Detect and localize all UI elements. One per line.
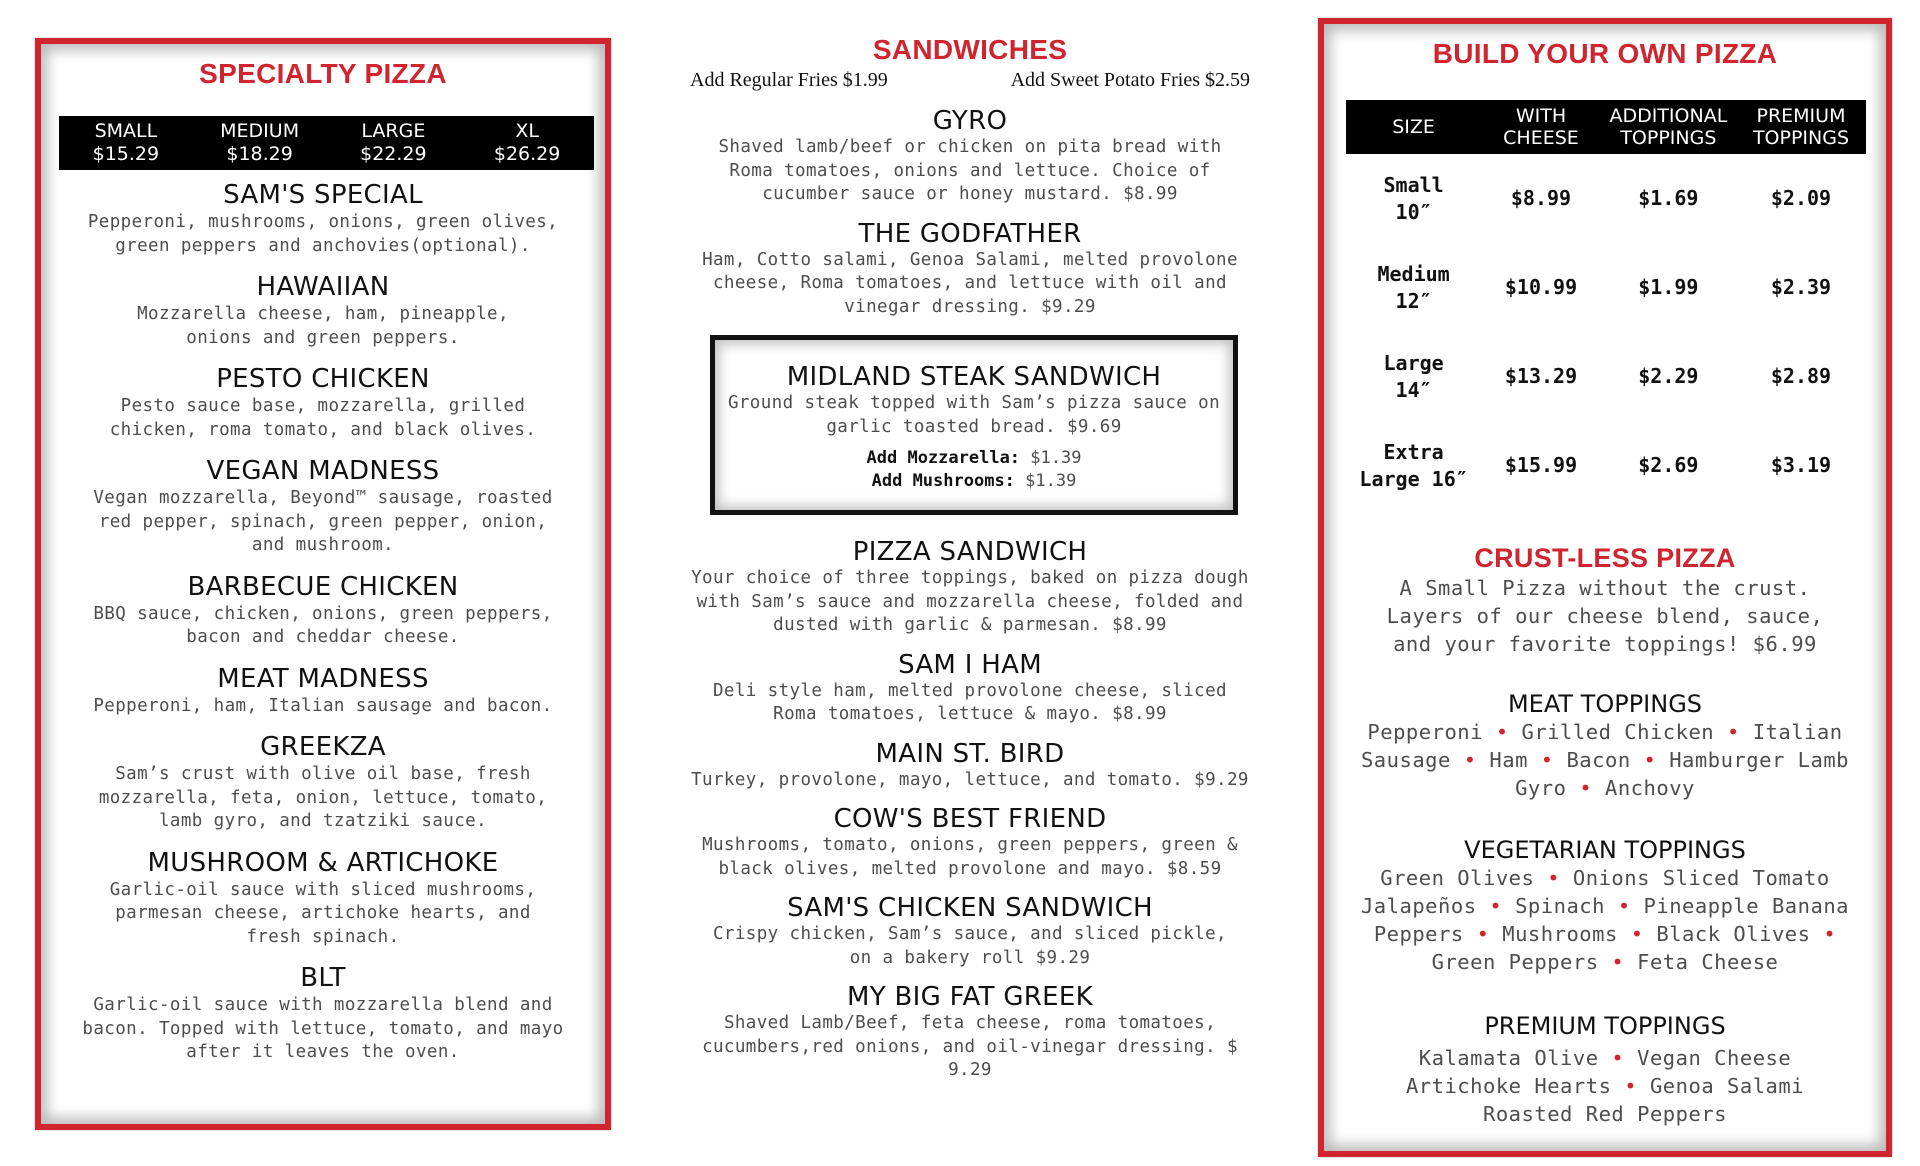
premium-toppings-title: PREMIUM TOPPINGS	[1484, 1012, 1726, 1040]
item-name: PESTO CHICKEN	[216, 364, 430, 394]
addon-price: $1.39	[1025, 471, 1077, 491]
item-description: Garlic-oil sauce with mozzarella blend and bacon. Topped with lettuce, tomato, and mayo after it leaves the oven.	[82, 995, 564, 1062]
bullet-icon: •	[1579, 776, 1593, 800]
cheese-price: $13.29	[1504, 364, 1578, 388]
topping: Pepperoni	[1367, 720, 1483, 744]
size-label: MEDIUM	[220, 120, 300, 142]
size-small	[59, 116, 193, 170]
topping: Green Peppers	[1431, 950, 1599, 974]
topping: Ham	[1489, 748, 1528, 772]
menu-item	[680, 537, 1260, 638]
menu-item	[680, 804, 1260, 881]
byo-title: BUILD YOUR OWN PIZZA	[1432, 38, 1778, 69]
meat-toppings-list	[1324, 718, 1886, 802]
item-description: Deli style ham, melted provolone cheese, sliced Roma tomatoes, lettuce & mayo. $8.99	[713, 680, 1227, 724]
item-name: MAIN ST. BIRD	[875, 738, 1065, 769]
topping: Kalamata Olive	[1418, 1046, 1599, 1070]
topping: Anchovy	[1605, 776, 1695, 800]
table-row	[1346, 154, 1866, 243]
size-cell	[1346, 243, 1481, 332]
bullet-icon: •	[1630, 922, 1644, 946]
menu-item	[680, 893, 1260, 970]
featured-name: MIDLAND STEAK SANDWICH	[786, 362, 1162, 392]
topping: Black Olives	[1656, 922, 1811, 946]
menu-item	[680, 739, 1260, 793]
topping: Artichoke Hearts	[1405, 1074, 1612, 1098]
size-inches: 12″	[1395, 288, 1432, 313]
additional-price: $1.99	[1638, 275, 1699, 299]
bullet-icon: •	[1495, 720, 1509, 744]
menu-item	[41, 664, 605, 719]
addon-mozzarella	[715, 447, 1233, 470]
featured-description: Ground steak topped with Sam’s pizza sauce on garlic toasted bread. $9.69	[727, 393, 1221, 437]
bullet-icon: •	[1643, 748, 1657, 772]
item-name: VEGAN MADNESS	[206, 456, 440, 486]
item-description: Ham, Cotto salami, Genoa Salami, melted provolone cheese, Roma tomatoes, and lettuce with oil and vinegar dressing. $9.29	[702, 249, 1238, 317]
item-description: Mushrooms, tomato, onions, green peppers, green & black olives, melted provolone and mayo. $8.59	[702, 835, 1238, 879]
crustless-and-toppings	[1324, 529, 1886, 1128]
item-description: Pesto sauce base, mozzarella, grilled chicken, roma tomato, and black olives.	[109, 396, 537, 440]
topping: Banana Peppers	[1373, 894, 1850, 946]
bullet-icon: •	[1611, 1046, 1625, 1070]
item-name: COW'S BEST FRIEND	[833, 804, 1107, 834]
size-cell	[1346, 332, 1481, 421]
size-price: $15.29	[92, 143, 160, 165]
item-name: MUSHROOM & ARTICHOKE	[147, 847, 499, 878]
item-name: GYRO	[932, 106, 1008, 136]
bullet-icon: •	[1463, 748, 1477, 772]
additional-price: $1.69	[1638, 186, 1699, 210]
topping: Feta Cheese	[1637, 950, 1779, 974]
item-description: Sam’s crust with olive oil base, fresh mozzarella, feta, onion, lettuce, tomato, lamb gyro, and tzatziki sauce.	[98, 764, 548, 831]
regular-fries: Add Regular Fries $1.99	[690, 69, 888, 91]
item-name: HAWAIIAN	[256, 272, 390, 302]
item-description: Turkey, provolone, mayo, lettuce, and tomato. $9.29	[691, 769, 1249, 790]
addon-mushrooms	[715, 470, 1233, 493]
sweet-potato-fries: Add Sweet Potato Fries $2.59	[1010, 69, 1250, 91]
column-header: SIZE	[1346, 100, 1481, 154]
vegetarian-toppings-list	[1324, 864, 1886, 976]
sandwiches-column	[680, 30, 1260, 1140]
item-description: Your choice of three toppings, baked on pizza dough with Sam’s sauce and mozzarella cheese, folded and dusted with garlic & parmesan. $8.99	[691, 568, 1249, 635]
table-row	[1346, 332, 1866, 421]
bullet-icon: •	[1489, 894, 1503, 918]
premium-price: $2.89	[1770, 364, 1832, 388]
topping: Green Olives	[1380, 866, 1535, 890]
topping: Lamb Gyro	[1515, 748, 1850, 800]
menu-item	[41, 456, 605, 558]
bullet-icon: •	[1476, 922, 1490, 946]
item-name: SAM'S SPECIAL	[223, 180, 423, 210]
table-header-row	[1346, 100, 1866, 154]
item-description: Shaved lamb/beef or chicken on pita bread with Roma tomatoes, onions and lettuce. Choice of cucumber sauce or honey mustard. $8.99	[718, 137, 1222, 204]
item-description: Pepperoni, ham, Italian sausage and bacon.	[93, 695, 553, 716]
menu-item	[680, 982, 1260, 1083]
column-header: PREMIUM TOPPINGS	[1736, 100, 1866, 154]
featured-sandwich-box	[710, 335, 1238, 515]
menu-item	[41, 180, 605, 258]
bullet-icon: •	[1547, 866, 1561, 890]
size-cell	[1346, 421, 1481, 510]
size-large	[327, 116, 461, 170]
topping: Pineapple	[1643, 894, 1760, 918]
vegetarian-toppings-title: VEGETARIAN TOPPINGS	[1464, 836, 1746, 864]
item-description: Crispy chicken, Sam’s sauce, and sliced pickle, on a bakery roll $9.29	[713, 924, 1227, 968]
size-name: Small	[1383, 172, 1444, 197]
item-name: GREEKZA	[260, 732, 386, 762]
menu-item	[41, 732, 605, 834]
additional-price: $2.69	[1638, 453, 1699, 477]
size-medium	[193, 116, 327, 170]
size-inches: Large 16″	[1359, 466, 1468, 491]
topping: Italian Sausage	[1360, 720, 1843, 772]
menu-item	[680, 106, 1260, 207]
bullet-icon: •	[1727, 720, 1740, 744]
table-row	[1346, 421, 1866, 510]
column-header: ADDITIONAL TOPPINGS	[1601, 100, 1736, 154]
menu-item	[41, 364, 605, 442]
meat-toppings-title: MEAT TOPPINGS	[1507, 690, 1703, 718]
menu-item	[41, 272, 605, 350]
premium-price: $2.09	[1770, 186, 1832, 210]
bullet-icon: •	[1823, 922, 1837, 946]
topping: Roasted Red Peppers	[1483, 1102, 1727, 1126]
item-description: Pepperoni, mushrooms, onions, green olives, green peppers and anchovies(optional).	[87, 212, 559, 256]
premium-price: $2.39	[1770, 275, 1832, 299]
premium-toppings-list	[1324, 1044, 1886, 1128]
topping: Jalapeños	[1360, 894, 1477, 918]
item-name: THE GODFATHER	[858, 218, 1082, 249]
item-description: Shaved Lamb/Beef, feta cheese, roma tomatoes, cucumbers,red onions, and oil-vinegar dressing. $ 9.29	[702, 1013, 1238, 1080]
topping: Onions Sliced Tomato	[1572, 866, 1830, 890]
cheese-price: $8.99	[1510, 186, 1572, 210]
size-price: $18.29	[226, 143, 293, 165]
menu-item	[680, 219, 1260, 320]
size-xl	[460, 116, 594, 170]
topping: Hamburger	[1669, 748, 1785, 772]
fries-addons	[680, 69, 1260, 92]
topping: Grilled Chicken	[1521, 720, 1715, 744]
size-label: SMALL	[94, 120, 158, 142]
topping: Bacon	[1566, 748, 1631, 772]
size-inches: 10″	[1395, 199, 1432, 224]
additional-price: $2.29	[1638, 364, 1699, 388]
topping: Spinach	[1515, 894, 1605, 918]
sandwiches-title: SANDWICHES	[872, 34, 1068, 65]
bullet-icon: •	[1617, 894, 1631, 918]
size-name: Medium	[1377, 261, 1450, 286]
size-cell	[1346, 154, 1481, 243]
specialty-pizza-panel	[35, 38, 611, 1130]
addon-price: $1.39	[1030, 448, 1082, 468]
menu-item	[41, 572, 605, 650]
build-your-own-panel	[1318, 18, 1892, 1157]
addon-label: Add Mushrooms:	[871, 471, 1015, 491]
specialty-pizza-list	[41, 180, 605, 1079]
item-description: BBQ sauce, chicken, onions, green peppers, bacon and cheddar cheese.	[93, 603, 553, 647]
size-price-bar	[59, 116, 594, 170]
table-row	[1346, 243, 1866, 332]
item-name: BARBECUE CHICKEN	[187, 571, 459, 602]
bullet-icon: •	[1611, 950, 1625, 974]
item-name: SAM'S CHICKEN SANDWICH	[787, 893, 1153, 923]
size-name: Extra	[1383, 439, 1444, 464]
topping: Vegan Cheese	[1637, 1046, 1792, 1070]
item-name: MEAT MADNESS	[217, 663, 429, 694]
item-description: Vegan mozzarella, Beyond™ sausage, roasted red pepper, spinach, green pepper, onion, and mushroom.	[93, 488, 553, 555]
item-name: PIZZA SANDWICH	[852, 537, 1088, 567]
premium-price: $3.19	[1770, 453, 1832, 477]
size-name: Large	[1383, 350, 1444, 375]
crustless-title: CRUST-LESS PIZZA	[1474, 543, 1736, 573]
byo-price-table	[1346, 100, 1866, 510]
size-price: $22.29	[360, 143, 427, 165]
size-label: LARGE	[361, 120, 426, 142]
addon-label: Add Mozzarella:	[866, 448, 1021, 468]
item-description: Garlic-oil sauce with sliced mushrooms, parmesan cheese, artichoke hearts, and fresh spinach.	[109, 879, 537, 947]
topping: Mushrooms	[1502, 922, 1618, 946]
bullet-icon: •	[1624, 1074, 1638, 1098]
menu-item	[41, 963, 605, 1065]
specialty-pizza-title: SPECIALTY PIZZA	[199, 58, 447, 89]
cheese-price: $10.99	[1504, 275, 1578, 299]
item-name: MY BIG FAT GREEK	[847, 982, 1093, 1012]
size-label: XL	[515, 120, 539, 142]
bullet-icon: •	[1540, 748, 1554, 772]
item-name: BLT	[300, 963, 346, 993]
size-price: $26.29	[493, 143, 561, 165]
item-name: SAM I HAM	[898, 649, 1042, 680]
size-inches: 14″	[1395, 377, 1432, 402]
menu-item	[41, 848, 605, 950]
crustless-description: A Small Pizza without the crust. Layers of our cheese blend, sauce, and your favorite toppings! $6.99	[1386, 576, 1824, 656]
topping: Genoa Salami	[1649, 1074, 1805, 1098]
cheese-price: $15.99	[1504, 453, 1578, 477]
column-header: WITH CHEESE	[1481, 100, 1601, 154]
item-description: Mozzarella cheese, ham, pineapple, onions and green peppers.	[137, 304, 509, 348]
menu-item	[680, 650, 1260, 727]
